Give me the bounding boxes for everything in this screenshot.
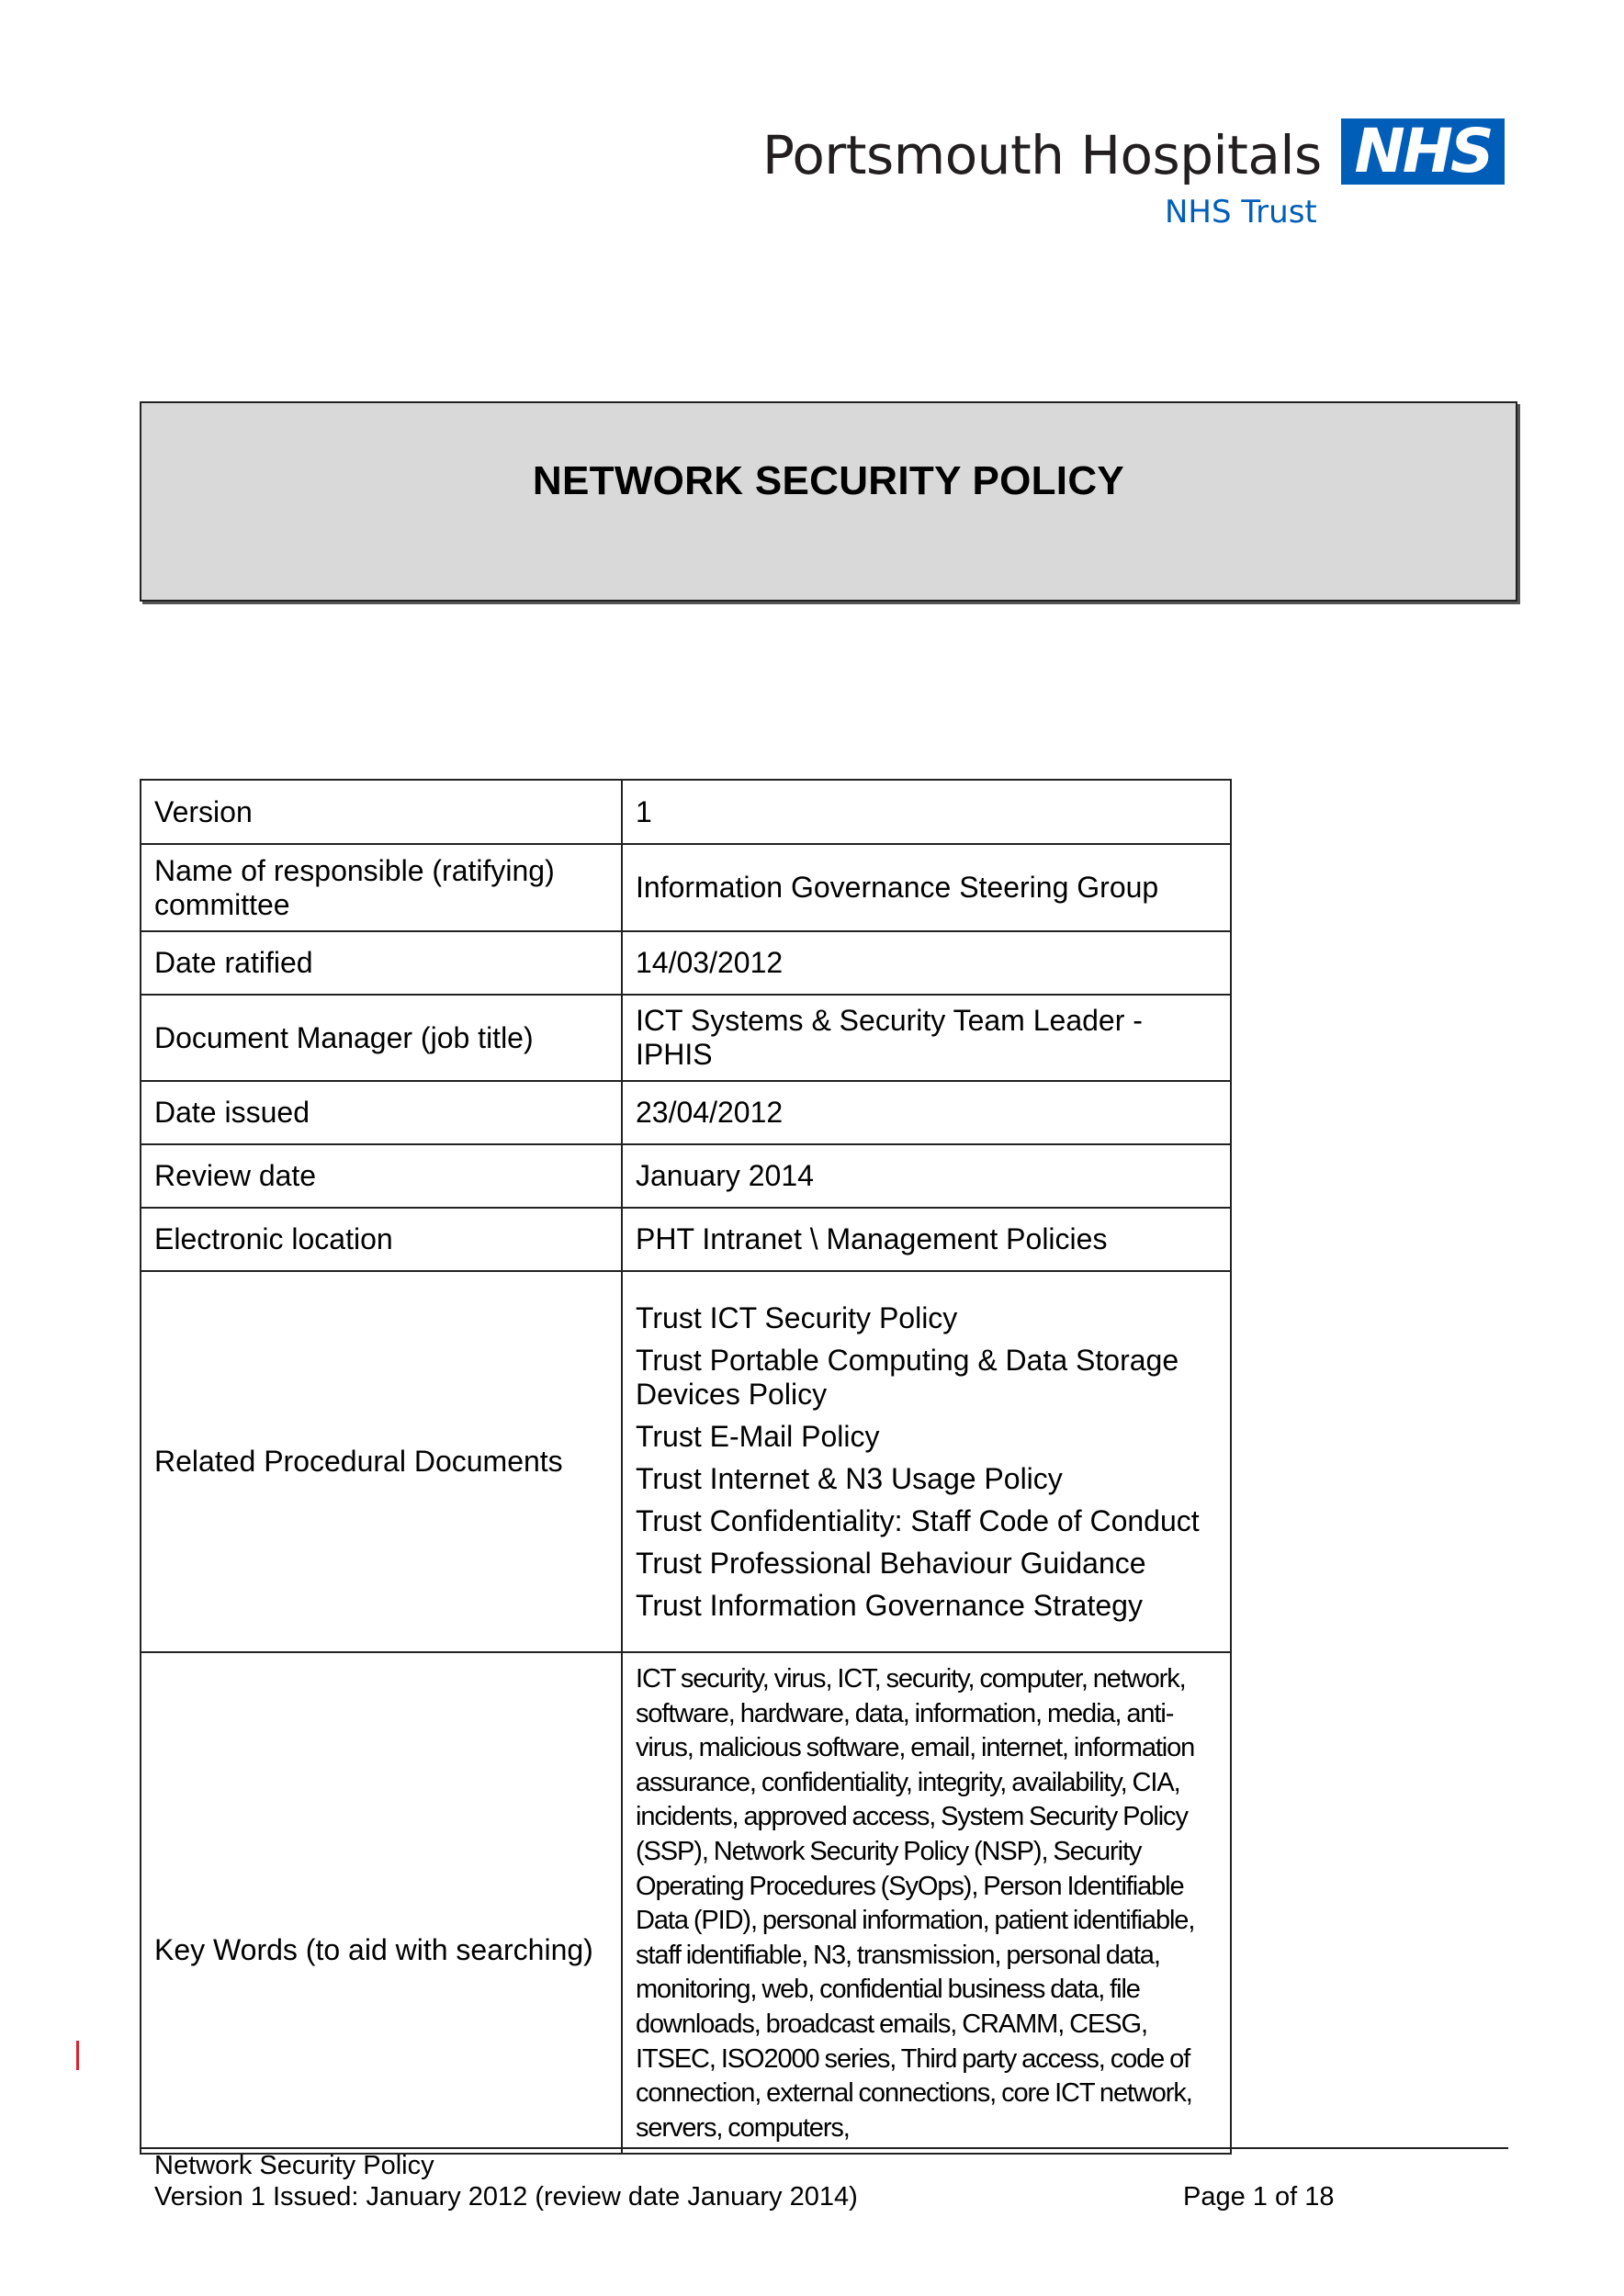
title-box xyxy=(140,401,1517,602)
table-row xyxy=(141,844,1231,931)
related-document: Trust Professional Behaviour Guidance xyxy=(636,1546,1146,1580)
document-manager-label: Document Manager (job title) xyxy=(141,995,622,1081)
document-details-table xyxy=(140,779,1232,2155)
related-document: Trust Portable Computing & Data Storage Devices Policy xyxy=(636,1343,1179,1411)
nhs-badge: NHS xyxy=(1341,118,1505,185)
revision-mark xyxy=(76,2041,79,2070)
date-ratified-value: 14/03/2012 xyxy=(622,931,1231,995)
table-row xyxy=(141,1208,1231,1271)
related-document: Trust ICT Security Policy xyxy=(636,1300,958,1334)
related-document: Trust Confidentiality: Staff Code of Conduct xyxy=(636,1503,1200,1537)
committee-value: Information Governance Steering Group xyxy=(622,844,1231,931)
document-title: NETWORK SECURITY POLICY xyxy=(532,458,1125,503)
table-row xyxy=(141,1144,1231,1208)
table-row xyxy=(141,780,1231,844)
version-label: Version xyxy=(141,780,622,844)
table-row xyxy=(141,1081,1231,1144)
date-issued-label: Date issued xyxy=(141,1081,622,1144)
logo-trust-name: NHS Trust xyxy=(1165,194,1317,231)
related-documents-list xyxy=(622,1271,1231,1652)
logo-organization-name: Portsmouth Hospitals xyxy=(762,124,1322,186)
electronic-location-label: Electronic location xyxy=(141,1208,622,1271)
table-row xyxy=(141,1271,1231,1652)
table-row xyxy=(141,1652,1231,2154)
keywords-cell xyxy=(622,1652,1231,2154)
footer-document-title: Network Security Policy xyxy=(154,2151,434,2180)
related-document: Trust Information Governance Strategy xyxy=(636,1588,1143,1622)
footer-version-info: Version 1 Issued: January 2012 (review date January 2014) xyxy=(154,2182,858,2212)
table-row xyxy=(141,995,1231,1081)
related-document: Trust E-Mail Policy xyxy=(636,1419,880,1453)
committee-label: Name of responsible (ratifying) committee xyxy=(141,844,622,931)
table-row xyxy=(141,931,1231,995)
version-value: 1 xyxy=(622,780,1231,844)
review-date-label: Review date xyxy=(141,1144,622,1208)
electronic-location-value: PHT Intranet \ Management Policies xyxy=(622,1208,1231,1271)
date-ratified-label: Date ratified xyxy=(141,931,622,995)
keywords-label: Key Words (to aid with searching) xyxy=(141,1652,622,2154)
nhs-trust-logo xyxy=(753,115,1506,234)
footer-page-number: Page 1 of 18 xyxy=(1183,2182,1335,2212)
keywords-value: ICT security, virus, ICT, security, computer, network, software, hardware, data, information, media, anti-virus, malicious software, email, internet, information assurance, confidentiality, integrity, availability, CIA, incidents, approved access, System Security Policy (SSP), Network Security Policy (NSP), Security Operating Procedures (SyOps), Person Identifiable Data (PID), personal information, patient identifiable, staff identifiable, N3, transmission, personal data, monitoring, web, confidential business data, file downloads, broadcast emails, CRAMM, CESG, ITSEC, ISO2000 series, Third party access, code of connection, external connections, core ICT network, servers, computers, xyxy=(636,1664,1195,2143)
document-manager-value: ICT Systems & Security Team Leader - IPHIS xyxy=(622,995,1231,1081)
related-documents-label: Related Procedural Documents xyxy=(141,1271,622,1652)
footer-divider xyxy=(140,2147,1508,2149)
date-issued-value: 23/04/2012 xyxy=(622,1081,1231,1144)
related-document: Trust Internet & N3 Usage Policy xyxy=(636,1461,1063,1495)
review-date-value: January 2014 xyxy=(622,1144,1231,1208)
